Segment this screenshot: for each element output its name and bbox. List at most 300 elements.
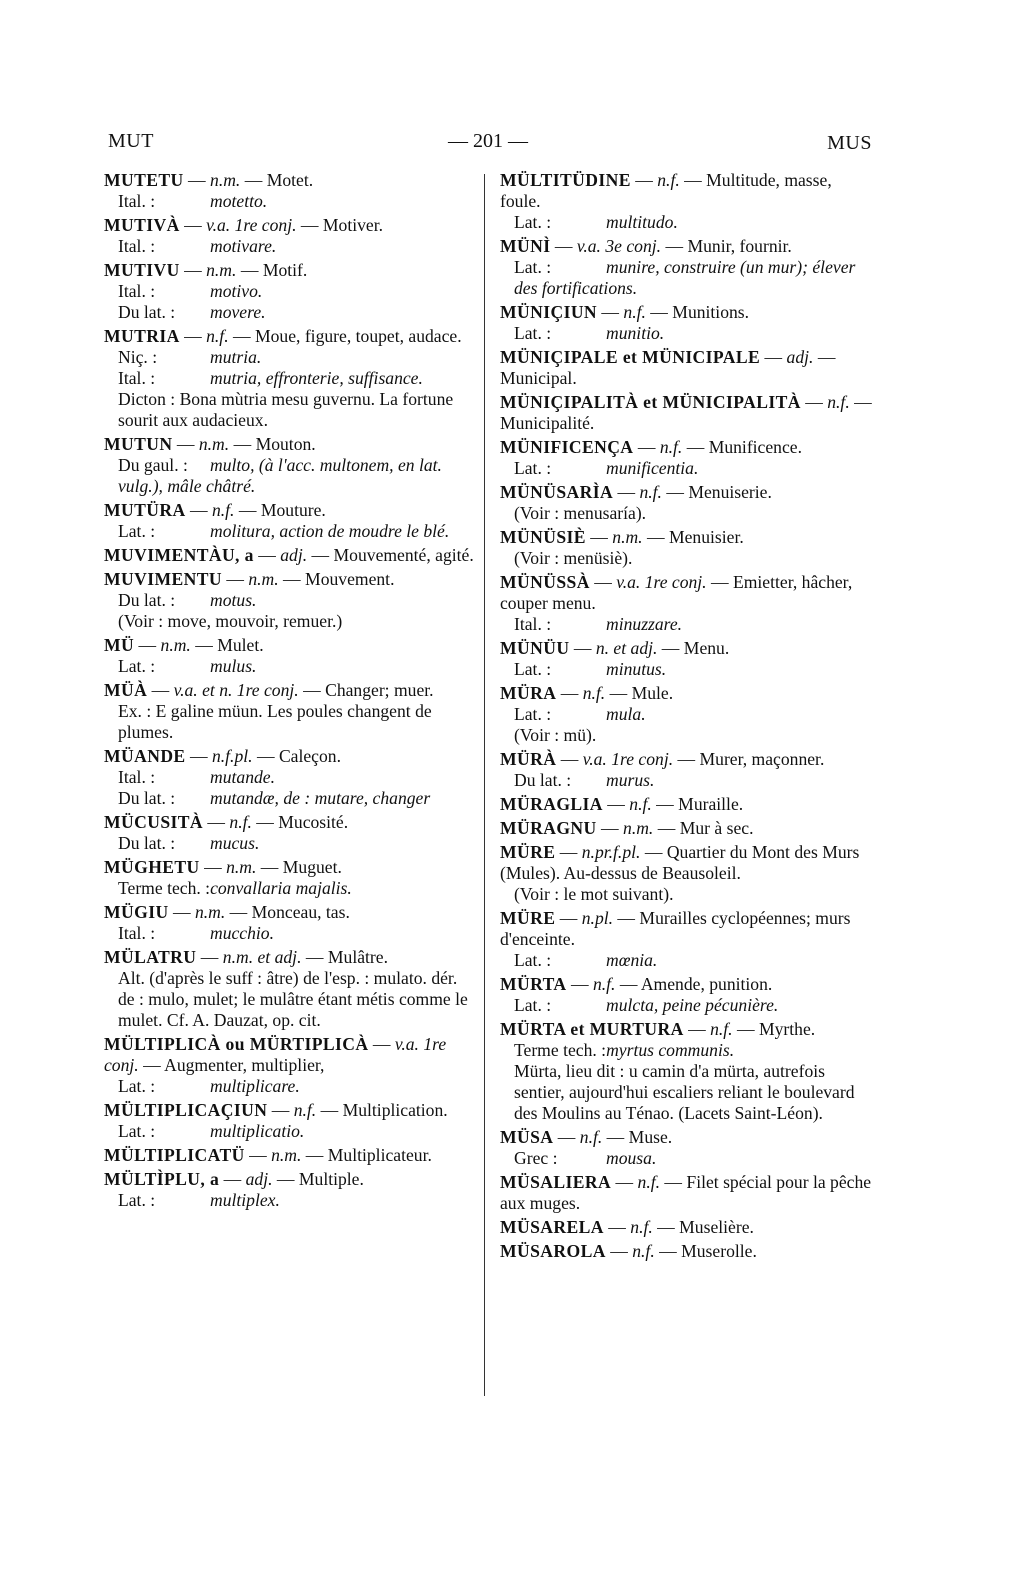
etymology-line (500, 950, 874, 971)
etymology-label: Ital. : (514, 614, 552, 634)
entry-headline: MUTETU — n.m. — Motet. (104, 170, 314, 190)
entry-note: (Voir : menusaría). (514, 503, 647, 523)
etymology-text: mœnia. (606, 950, 658, 970)
definition: Mouture. (260, 500, 326, 520)
grammar-tag: n.m. (226, 857, 257, 877)
dictionary-entry (500, 1217, 874, 1238)
dictionary-entry (104, 812, 474, 854)
entry-note: Dicton : Bona mùtria mesu guvernu. La fortune sourit aux audacieux. (118, 389, 454, 430)
entry-headline: MÜGHETU — n.m. — Muguet. (104, 857, 342, 877)
etymology-text: multitudo. (606, 212, 678, 232)
grammar-tag: n.f. (623, 302, 646, 322)
etymology-line (104, 347, 474, 368)
dictionary-entry (500, 302, 874, 344)
etymology-label: Ital. : (118, 923, 156, 943)
definition: Menuiserie. (688, 482, 772, 502)
headword: MÜRAGLIA (500, 794, 603, 814)
etymology-text: mutandæ, de : mutare, changer (210, 788, 431, 808)
entry-headline: MÜLTITÜDINE — n.f. — Multitude, masse, foule. (500, 170, 832, 211)
grammar-tag: n.f. (637, 1172, 661, 1192)
column-divider (484, 174, 485, 1396)
etymology-text: mutande. (210, 767, 275, 787)
etymology-text: convallaria majalis. (210, 878, 352, 898)
entry-headline: MÜRAGLIA — n.f. — Muraille. (500, 794, 744, 814)
dictionary-entry (104, 500, 474, 542)
headword: MÜGHETU (104, 857, 200, 877)
etymology-label: Lat. : (514, 659, 552, 679)
headword: MÜNÌ (500, 236, 551, 256)
dictionary-entry (104, 857, 474, 899)
grammar-tag: n.f. (659, 437, 683, 457)
grammar-tag: n.pl. (581, 908, 614, 928)
definition: Muse. (628, 1127, 673, 1147)
definition: Mucosité. (278, 812, 349, 832)
grammar-tag: v.a. 1re conj. (616, 572, 707, 592)
etymology-text: multiplex. (210, 1190, 280, 1210)
etymology-line (104, 833, 474, 854)
headword: MÜNIÇIPALE et MÜNICIPALE (500, 347, 761, 367)
headword: MÜRTA et MURTURA (500, 1019, 684, 1039)
dictionary-entry (104, 215, 474, 257)
etymology-label: Du lat. : (118, 833, 176, 853)
entry-note: (Voir : move, mouvoir, remuer.) (118, 611, 343, 631)
grammar-tag: n.m. (623, 818, 654, 838)
etymology-line (104, 191, 474, 212)
headword: MÜNÜU (500, 638, 570, 658)
etymology-line (500, 704, 874, 725)
grammar-tag: n.pr.f.pl. (581, 842, 641, 862)
entry-headline: MÜNIÇIPALE et MÜNICIPALE — adj. — Municipal. (500, 347, 836, 388)
headword: MUTRIA (104, 326, 180, 346)
definition: Multiplication. (342, 1100, 448, 1120)
etymology-label: Ital. : (118, 281, 156, 301)
dictionary-entry (104, 170, 474, 212)
definition: Mouton. (255, 434, 316, 454)
definition: Mulâtre. (327, 947, 388, 967)
definition: Muserolle. (681, 1241, 757, 1261)
grammar-tag: n.m. (248, 569, 279, 589)
definition: Mulet. (217, 635, 264, 655)
etymology-label: Lat. : (514, 458, 552, 478)
etymology-text: munire, construire (un mur); élever des fortifications. (514, 257, 856, 298)
etymology-label: Du lat. : (514, 770, 572, 790)
definition: Muguet. (282, 857, 342, 877)
left-column (104, 170, 474, 1214)
grammar-tag: n.f. (229, 812, 252, 832)
etymology-label: Lat. : (118, 1076, 156, 1096)
etymology-label: Lat. : (118, 656, 156, 676)
dictionary-entry (500, 974, 874, 1016)
etymology-label: Lat. : (514, 950, 552, 970)
entry-headline: MÜNÌ — v.a. 3e conj. — Munir, fournir. (500, 236, 792, 256)
headword: MÜNIÇIUN (500, 302, 598, 322)
headword: MUVIMENTÀU, a (104, 545, 254, 565)
definition: Munitions. (672, 302, 750, 322)
dictionary-entry (500, 683, 874, 746)
running-head-left: MUT (108, 130, 154, 152)
definition: Murailles cyclopéennes; murs d'enceinte. (500, 908, 851, 949)
grammar-tag: n.m. (210, 170, 241, 190)
definition: Amende, punition. (640, 974, 773, 994)
etymology-text: minuzzare. (606, 614, 683, 634)
etymology-text: motivare. (210, 236, 277, 256)
dictionary-entry (104, 569, 474, 632)
etymology-label: Du lat. : (118, 788, 176, 808)
dictionary-entry (500, 437, 874, 479)
etymology-line (104, 1076, 474, 1097)
entry-headline: MÜNIÇIPALITÀ et MÜNICIPALITÀ — n.f. — Municipalité. (500, 392, 872, 433)
grammar-tag: n.f. (710, 1019, 733, 1039)
grammar-tag: n.f. (582, 683, 606, 703)
etymology-line (500, 770, 874, 791)
dictionary-entry (500, 572, 874, 635)
definition: Mouvementé, agité. (333, 545, 474, 565)
entry-headline: MÜNIÇIUN — n.f. — Munitions. (500, 302, 750, 322)
dictionary-entry (500, 638, 874, 680)
etymology-label: Du lat. : (118, 590, 176, 610)
etymology-label: Lat. : (514, 704, 552, 724)
grammar-tag: n.f. (630, 1217, 653, 1237)
etymology-text: multiplicare. (210, 1076, 300, 1096)
headword: MUTIVÀ (104, 215, 180, 235)
right-column (500, 170, 874, 1265)
page-header (100, 124, 876, 160)
headword: MÜCUSITÀ (104, 812, 203, 832)
entry-headline: MUVIMENTÀU, a — adj. — Mouvementé, agité. (104, 545, 474, 565)
page-number: — 201 — (448, 130, 528, 152)
dictionary-entry (500, 1241, 874, 1262)
headword: MUTETU (104, 170, 184, 190)
etymology-label: Du lat. : (118, 302, 176, 322)
definition: Multitude, masse, foule. (500, 170, 832, 211)
grammar-tag: n.m. (194, 902, 226, 922)
entry-headline: MÜ — n.m. — Mulet. (104, 635, 264, 655)
entry-headline: MUTIVU — n.m. — Motif. (104, 260, 308, 280)
etymology-label: Ital. : (118, 236, 156, 256)
etymology-text: minutus. (606, 659, 667, 679)
entry-headline: MÜLTIPLICAÇIUN — n.f. — Multiplication. (104, 1100, 448, 1120)
entry-headline: MÜRÀ — v.a. 1re conj. — Murer, maçonner. (500, 749, 825, 769)
headword: MÜÀ (104, 680, 148, 700)
headword: MÜNÜSSÀ (500, 572, 590, 592)
entry-note: (Voir : menüsiè). (514, 548, 633, 568)
entry-headline: MUVIMENTU — n.m. — Mouvement. (104, 569, 395, 589)
dictionary-entry (500, 347, 874, 389)
entry-headline: MÜANDE — n.f.pl. — Caleçon. (104, 746, 341, 766)
definition: Emietter, hâcher, couper menu. (500, 572, 853, 613)
etymology-line (104, 1190, 474, 1211)
entry-headline: MÜRE — n.pl. — Murailles cyclopéennes; murs d'enceinte. (500, 908, 851, 949)
etymology-line (104, 368, 474, 389)
etymology-text: munificentia. (606, 458, 699, 478)
dictionary-entry (104, 1145, 474, 1166)
entry-headline: MÜRTA — n.f. — Amende, punition. (500, 974, 773, 994)
definition: Myrthe. (758, 1019, 816, 1039)
entry-note: Ex. : E galine müun. Les poules changent de plumes. (118, 701, 432, 742)
entry-headline: MUTIVÀ — v.a. 1re conj. — Motiver. (104, 215, 383, 235)
etymology-line (500, 458, 874, 479)
entry-headline: MÜNÜU — n. et adj. — Menu. (500, 638, 730, 658)
entry-headline: MÜRTA et MURTURA — n.f. — Myrthe. (500, 1019, 816, 1039)
headword: MÜRA (500, 683, 557, 703)
definition: Multiple. (298, 1169, 364, 1189)
headword: MÜSAROLA (500, 1241, 606, 1261)
definition: Changer; muer. (325, 680, 434, 700)
etymology-label: Ital. : (118, 368, 156, 388)
entry-headline: MUTUN — n.m. — Mouton. (104, 434, 316, 454)
grammar-tag: v.a. 1re conj. (104, 1034, 447, 1075)
dictionary-entry (500, 1019, 874, 1124)
grammar-tag: n.m. et adj. (222, 947, 302, 967)
etymology-line (104, 878, 474, 899)
definition: Municipalité. (500, 413, 595, 433)
entry-headline: MÜSA — n.f. — Muse. (500, 1127, 673, 1147)
entry-headline: MÜNIFICENÇA — n.f. — Munificence. (500, 437, 802, 457)
entry-headline: MÜLATRU — n.m. et adj. — Mulâtre. (104, 947, 388, 967)
headword: MÜLATRU (104, 947, 197, 967)
grammar-tag: adj. (245, 1169, 273, 1189)
headword: MUTIVU (104, 260, 180, 280)
etymology-line (500, 659, 874, 680)
headword: MÜGIU (104, 902, 169, 922)
headword: MÜSARELA (500, 1217, 604, 1237)
definition: Quartier du Mont des Murs (Mules). Au-dessus de Beausoleil. (500, 842, 860, 883)
entry-headline: MÜRE — n.pr.f.pl. — Quartier du Mont des Murs (Mules). Au-dessus de Beausoleil. (500, 842, 860, 883)
dictionary-entry (104, 947, 474, 1031)
etymology-label: Terme tech. : (514, 1040, 607, 1060)
definition: Muraille. (678, 794, 744, 814)
dictionary-entry (104, 326, 474, 431)
grammar-tag: n.f. (211, 500, 235, 520)
grammar-tag: n.m. (160, 635, 191, 655)
headword: MÜRAGNU (500, 818, 597, 838)
headword: MÜRTA (500, 974, 567, 994)
etymology-text: munitio. (606, 323, 665, 343)
etymology-line (104, 788, 474, 809)
headword: MÜRE (500, 842, 556, 862)
entry-headline: MÜLTIPLICÀ ou MÜRTIPLICÀ — v.a. 1re conj. — Augmenter, multiplier, (104, 1034, 447, 1075)
entry-headline: MUTÜRA — n.f. — Mouture. (104, 500, 326, 520)
definition: Menu. (683, 638, 730, 658)
definition: Motif. (262, 260, 308, 280)
entry-headline: MÜSARELA — n.f. — Muselière. (500, 1217, 754, 1237)
dictionary-entry (104, 635, 474, 677)
dictionary-entry (104, 260, 474, 323)
dictionary-entry (500, 392, 874, 434)
entry-headline: MÜLTIPLICATÜ — n.m. — Multiplicateur. (104, 1145, 432, 1165)
etymology-text: motus. (210, 590, 257, 610)
etymology-label: Lat. : (514, 323, 552, 343)
grammar-tag: v.a. 1re conj. (206, 215, 297, 235)
entry-note: Mürta, lieu dit : u camin d'a mürta, autrefois sentier, aujourd'hui escaliers reliant le boulevard des Moulins au Ténao. (Lacets Saint-Léon). (514, 1061, 855, 1123)
headword: MÜNÜSARÌA (500, 482, 614, 502)
dictionary-entry (500, 794, 874, 815)
grammar-tag: n.f. (639, 482, 662, 502)
definition: Mouvement. (305, 569, 395, 589)
headword: MÜLTITÜDINE (500, 170, 631, 190)
etymology-text: mula. (606, 704, 646, 724)
definition: Municipal. (500, 368, 577, 388)
headword: MÜRÀ (500, 749, 557, 769)
entry-headline: MÜNÜSIÈ — n.m. — Menuisier. (500, 527, 744, 547)
definition: Mur à sec. (679, 818, 754, 838)
dictionary-entry (500, 170, 874, 233)
entry-headline: MÜNÜSARÌA — n.f. — Menuiserie. (500, 482, 772, 502)
dictionary-entry (104, 1100, 474, 1142)
dictionary-entry (104, 902, 474, 944)
etymology-text: motivo. (210, 281, 263, 301)
grammar-tag: adj. (280, 545, 308, 565)
entry-note: (Voir : le mot suivant). (514, 884, 674, 904)
headword: MÜNIFICENÇA (500, 437, 634, 457)
entry-headline: MÜRA — n.f. — Mule. (500, 683, 674, 703)
grammar-tag: n. et adj. (595, 638, 658, 658)
definition: Filet spécial pour la pêche aux muges. (500, 1172, 872, 1213)
grammar-tag: v.a. et n. 1re conj. (173, 680, 299, 700)
etymology-label: Lat. : (514, 995, 552, 1015)
etymology-line (500, 323, 874, 344)
definition: Menuisier. (668, 527, 744, 547)
dictionary-entry (500, 749, 874, 791)
etymology-line (500, 1040, 874, 1061)
etymology-line (104, 521, 474, 542)
dictionary-entry (500, 527, 874, 569)
grammar-tag: n.f. (827, 392, 850, 412)
etymology-label: Lat. : (118, 1190, 156, 1210)
headword: MÜSA (500, 1127, 554, 1147)
grammar-tag: n.f. (579, 1127, 603, 1147)
grammar-tag: n.f. (293, 1100, 317, 1120)
definition: Caleçon. (278, 746, 341, 766)
etymology-text: mousa. (606, 1148, 657, 1168)
definition: Monceau, tas. (251, 902, 350, 922)
dictionary-entry (104, 545, 474, 566)
headword: MÜLTIPLICÀ ou MÜRTIPLICÀ (104, 1034, 369, 1054)
entry-headline: MÜGIU — n.m. — Monceau, tas. (104, 902, 350, 922)
etymology-text: multo, (à l'acc. multonem, en lat. vulg.), mâle châtré. (118, 455, 442, 496)
grammar-tag: v.a. 3e conj. (576, 236, 662, 256)
dictionary-entry (500, 908, 874, 971)
grammar-tag: n.f. (629, 794, 652, 814)
etymology-label: Ital. : (118, 191, 156, 211)
grammar-tag: n.f. (206, 326, 229, 346)
etymology-text: mucchio. (210, 923, 275, 943)
grammar-tag: n.m. (271, 1145, 302, 1165)
grammar-tag: n.f. (657, 170, 680, 190)
entry-headline: MÜRAGNU — n.m. — Mur à sec. (500, 818, 754, 838)
etymology-label: Grec : (514, 1148, 558, 1168)
grammar-tag: n.m. (206, 260, 237, 280)
etymology-line (104, 281, 474, 302)
definition: Motiver. (322, 215, 383, 235)
headword: MÜLTIPLICAÇIUN (104, 1100, 268, 1120)
headword: MÜSALIERA (500, 1172, 612, 1192)
etymology-label: Lat. : (514, 212, 552, 232)
etymology-label: Niç. : (118, 347, 158, 367)
headword: MÜNIÇIPALITÀ et MÜNICIPALITÀ (500, 392, 801, 412)
grammar-tag: v.a. 1re conj. (582, 749, 674, 769)
etymology-text: mulcta, peine pécunière. (606, 995, 779, 1015)
grammar-tag: n.f. (592, 974, 616, 994)
etymology-label: Lat. : (118, 521, 156, 541)
etymology-label: Lat. : (514, 257, 552, 277)
grammar-tag: adj. (786, 347, 814, 367)
etymology-text: mucus. (210, 833, 260, 853)
entry-headline: MÜSAROLA — n.f. — Muserolle. (500, 1241, 757, 1261)
etymology-line (500, 614, 874, 635)
etymology-text: molitura, action de moudre le blé. (210, 521, 450, 541)
etymology-line (104, 590, 474, 611)
etymology-label: Lat. : (118, 1121, 156, 1141)
definition: Motet. (266, 170, 314, 190)
definition: Munir, fournir. (687, 236, 792, 256)
dictionary-entry (500, 1172, 874, 1214)
dictionary-entry (500, 236, 874, 299)
etymology-label: Terme tech. : (118, 878, 211, 898)
headword: MUTUN (104, 434, 173, 454)
entry-headline: MÜSALIERA — n.f. — Filet spécial pour la pêche aux muges. (500, 1172, 872, 1213)
etymology-line (104, 302, 474, 323)
entry-headline: MÜNÜSSÀ — v.a. 1re conj. — Emietter, hâcher, couper menu. (500, 572, 853, 613)
definition: Augmenter, multiplier, (164, 1055, 325, 1075)
etymology-line (104, 1121, 474, 1142)
definition: Muselière. (679, 1217, 754, 1237)
etymology-text: mutria, effronterie, suffisance. (210, 368, 423, 388)
etymology-line (104, 455, 474, 497)
etymology-line (500, 1148, 874, 1169)
etymology-line (104, 236, 474, 257)
headword: MÜLTÌPLU, a (104, 1169, 220, 1189)
etymology-text: mutria. (210, 347, 262, 367)
etymology-line (500, 257, 874, 299)
dictionary-entry (104, 434, 474, 497)
headword: MUVIMENTU (104, 569, 222, 589)
grammar-tag: n.f.pl. (211, 746, 253, 766)
dictionary-entry (104, 746, 474, 809)
definition: Moue, figure, toupet, audace. (254, 326, 462, 346)
headword: MÜ (104, 635, 135, 655)
etymology-text: movere. (210, 302, 266, 322)
etymology-text: mulus. (210, 656, 257, 676)
headword: MÜLTIPLICATÜ (104, 1145, 245, 1165)
dictionary-entry (500, 818, 874, 839)
grammar-tag: n.f. (632, 1241, 655, 1261)
entry-headline: MÜÀ — v.a. et n. 1re conj. — Changer; muer. (104, 680, 434, 700)
dictionary-entry (500, 482, 874, 524)
headword: MÜRE (500, 908, 556, 928)
etymology-line (500, 212, 874, 233)
etymology-text: multiplicatio. (210, 1121, 305, 1141)
dictionary-entry (104, 680, 474, 743)
etymology-line (104, 923, 474, 944)
etymology-label: Ital. : (118, 767, 156, 787)
dictionary-entry (500, 1127, 874, 1169)
definition: Munificence. (708, 437, 802, 457)
entry-headline: MÜCUSITÀ — n.f. — Mucosité. (104, 812, 349, 832)
definition: Murer, maçonner. (699, 749, 825, 769)
etymology-text: myrtus communis. (606, 1040, 735, 1060)
dictionary-entry (500, 842, 874, 905)
definition: Multiplicateur. (327, 1145, 432, 1165)
entry-headline: MÜLTÌPLU, a — adj. — Multiple. (104, 1169, 364, 1189)
etymology-text: motetto. (210, 191, 268, 211)
headword: MUTÜRA (104, 500, 186, 520)
etymology-line (500, 995, 874, 1016)
entry-headline: MUTRIA — n.f. — Moue, figure, toupet, audace. (104, 326, 462, 346)
etymology-line (104, 656, 474, 677)
entry-note: (Voir : mü). (514, 725, 597, 745)
dictionary-entry (104, 1034, 474, 1097)
